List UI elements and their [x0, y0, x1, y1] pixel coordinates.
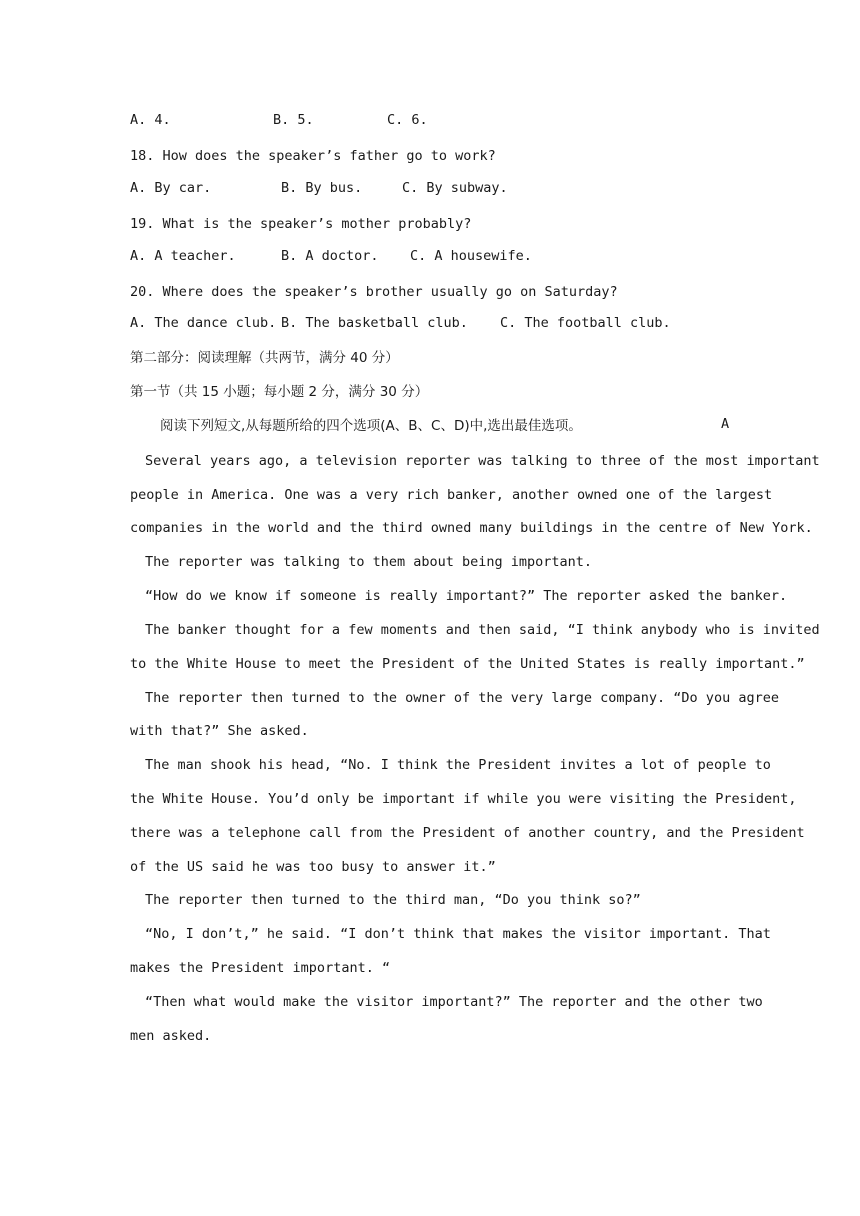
- passage-label: A: [721, 416, 730, 432]
- passage-line: “No, I don’t,” he said. “I don’t think that makes the visitor important. That: [145, 926, 771, 942]
- passage-line: companies in the world and the third owned many buildings in the centre of New York.: [130, 520, 813, 536]
- passage-line: The reporter then turned to the owner of the very large company. “Do you agree: [145, 690, 779, 706]
- q18-option-a: A. By car.: [130, 180, 212, 196]
- passage-line: makes the President important. “: [130, 960, 391, 976]
- q17-option-c: C. 6.: [387, 112, 428, 128]
- passage-line: “How do we know if someone is really important?” The reporter asked the banker.: [145, 588, 788, 604]
- q20-stem: 20. Where does the speaker’s brother usually go on Saturday?: [130, 284, 618, 300]
- passage-line: to the White House to meet the President of the United States is really important.”: [130, 656, 805, 672]
- q18-option-c: C. By subway.: [402, 180, 508, 196]
- q19-option-b: B. A doctor.: [281, 248, 379, 264]
- q19-option-c: C. A housewife.: [410, 248, 532, 264]
- q17-option-b: B. 5.: [273, 112, 314, 128]
- passage-line: Several years ago, a television reporter was talking to three of the most important: [145, 453, 820, 469]
- passage-line: the White House. You’d only be important if while you were visiting the President,: [130, 791, 797, 807]
- passage-line: with that?” She asked.: [130, 723, 309, 739]
- q18-stem: 18. How does the speaker’s father go to work?: [130, 148, 496, 164]
- reading-instruction: 阅读下列短文,从每题所给的四个选项(A、B、C、D)中,选出最佳选项。: [160, 418, 582, 434]
- q20-option-c: C. The football club.: [500, 315, 671, 331]
- passage-line: of the US said he was too busy to answer it.”: [130, 859, 496, 875]
- passage-line: there was a telephone call from the President of another country, and the President: [130, 825, 805, 841]
- passage-line: people in America. One was a very rich banker, another owned one of the largest: [130, 487, 773, 503]
- q19-option-a: A. A teacher.: [130, 248, 236, 264]
- passage-line: The man shook his head, “No. I think the President invites a lot of people to: [145, 757, 771, 773]
- passage-line: “Then what would make the visitor important?” The reporter and the other two: [145, 994, 763, 1010]
- section1-title: 第一节（共 15 小题；每小题 2 分，满分 30 分）: [130, 384, 429, 400]
- q20-option-a: A. The dance club.: [130, 315, 277, 331]
- passage-line: The banker thought for a few moments and then said, “I think anybody who is invited: [145, 622, 820, 638]
- passage-line: The reporter then turned to the third man, “Do you think so?”: [145, 892, 641, 908]
- passage-line: men asked.: [130, 1028, 212, 1044]
- q20-option-b: B. The basketball club.: [281, 315, 468, 331]
- passage-line: The reporter was talking to them about being important.: [145, 554, 593, 570]
- q19-stem: 19. What is the speaker’s mother probably?: [130, 216, 472, 232]
- part2-title: 第二部分：阅读理解（共两节，满分 40 分）: [130, 350, 399, 366]
- q18-option-b: B. By bus.: [281, 180, 363, 196]
- q17-option-a: A. 4.: [130, 112, 171, 128]
